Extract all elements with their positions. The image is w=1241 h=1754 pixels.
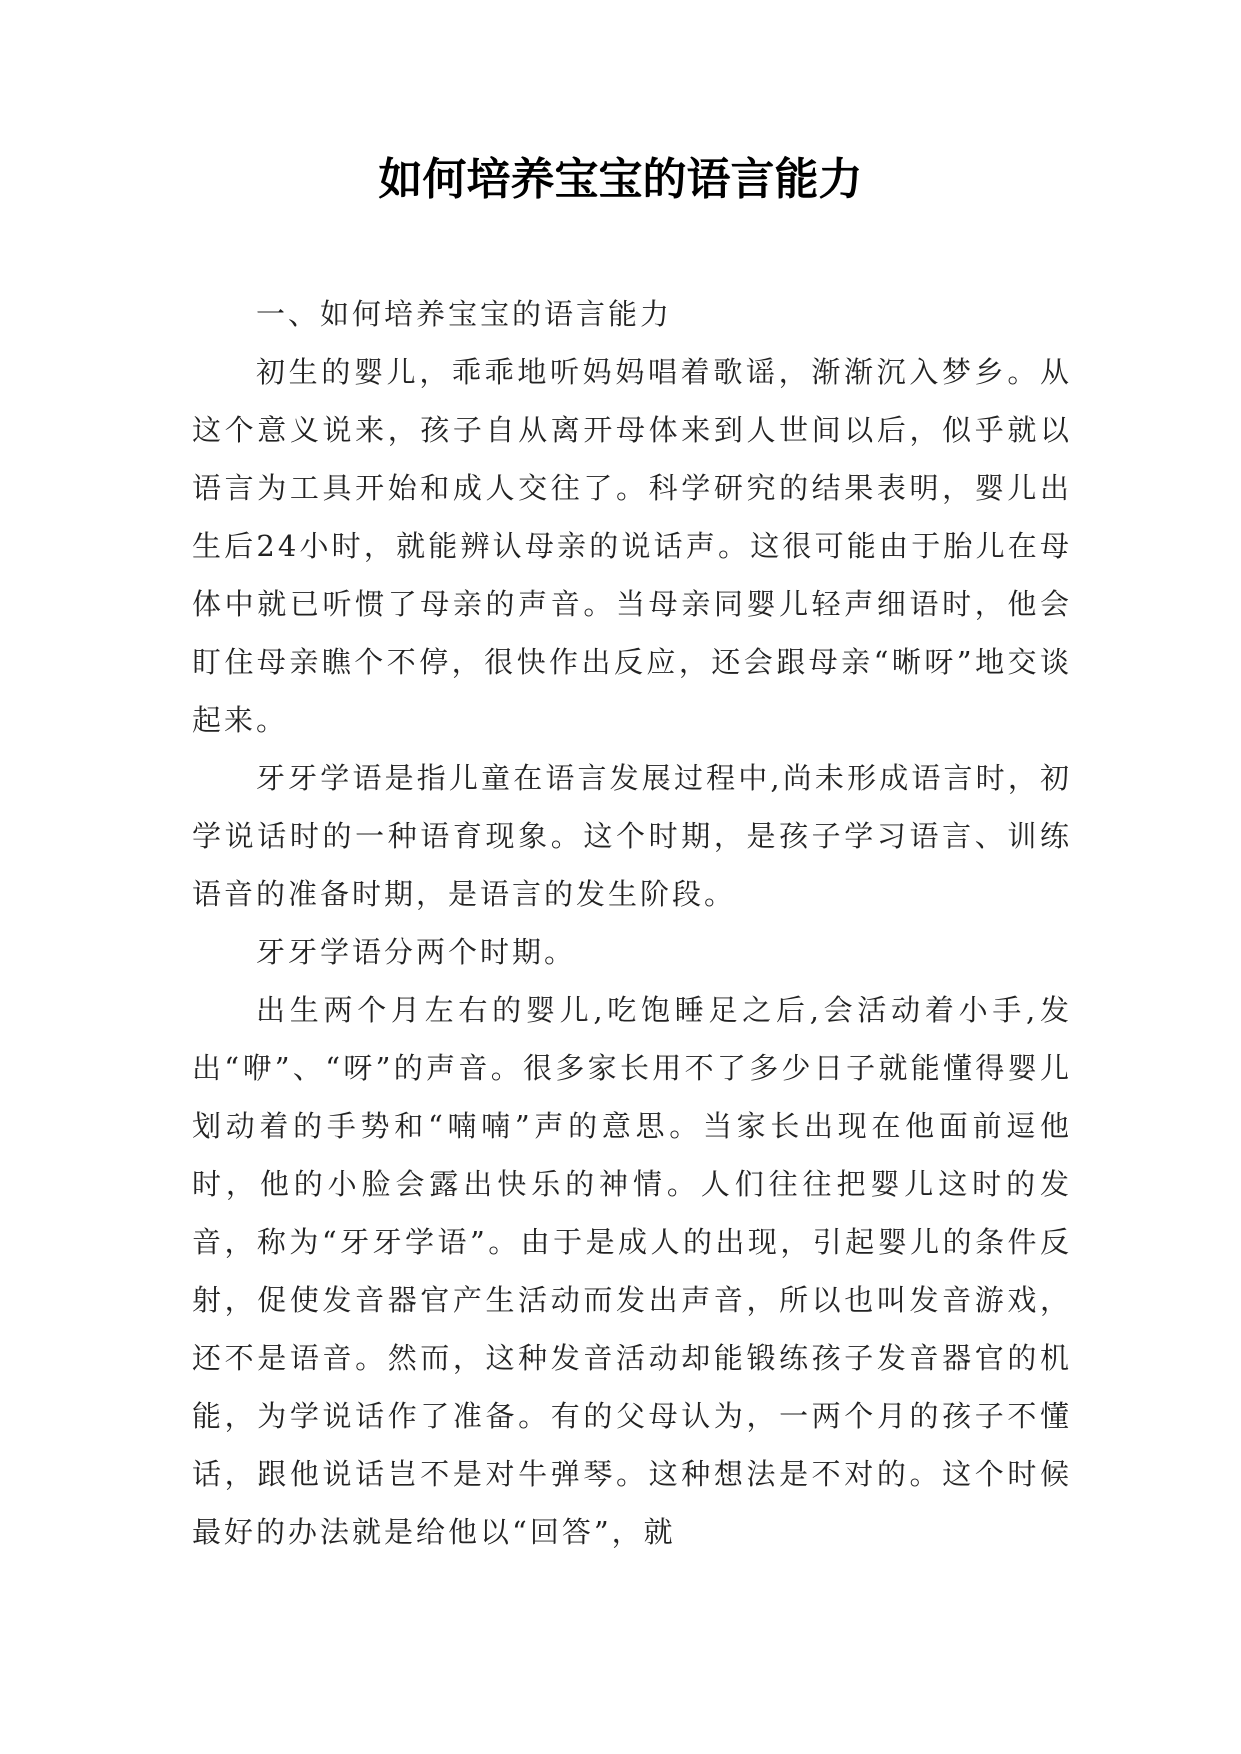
- document-body: [192, 285, 1072, 1561]
- paragraph: 牙牙学语是指儿童在语言发展过程中,尚未形成语言时，初学说话时的一种语育现象。这个时期，是孩子学习语言、训练语音的准备时期，是语言的发生阶段。: [192, 761, 1072, 911]
- paragraph: 初生的婴儿，乖乖地听妈妈唱着歌谣，渐渐沉入梦乡。从这个意义说来，孩子自从离开母体来到人世间以后，似乎就以语言为工具开始和成人交往了。科学研究的结果表明，婴儿出生后24小时，就能辨认母亲的说话声。这很可能由于胎儿在母体中就已听惯了母亲的声音。当母亲同婴儿轻声细语时，他会盯住母亲瞧个不停，很快作出反应，还会跟母亲“晰呀”地交谈起来。: [192, 355, 1072, 737]
- paragraph: 出生两个月左右的婴儿,吃饱睡足之后,会活动着小手,发出“咿”、“呀”的声音。很多家长用不了多少日子就能懂得婴儿划动着的手势和“喃喃”声的意思。当家长出现在他面前逗他时，他的小脸会露出快乐的神情。人们往往把婴儿这时的发音，称为“牙牙学语”。由于是成人的出现，引起婴儿的条件反射，促使发音器官产生活动而发出声音，所以也叫发音游戏，还不是语音。然而，这种发音活动却能锻练孩子发音器官的机能，为学说话作了准备。有的父母认为，一两个月的孩子不懂话，跟他说话岂不是对牛弹琴。这种想法是不对的。这个时候最好的办法就是给他以“回答”，就: [192, 993, 1072, 1549]
- section-heading: 一、如何培养宝宝的语言能力: [256, 297, 673, 331]
- document-title: 如何培养宝宝的语言能力: [378, 154, 863, 205]
- paragraph: 牙牙学语分两个时期。: [256, 935, 577, 969]
